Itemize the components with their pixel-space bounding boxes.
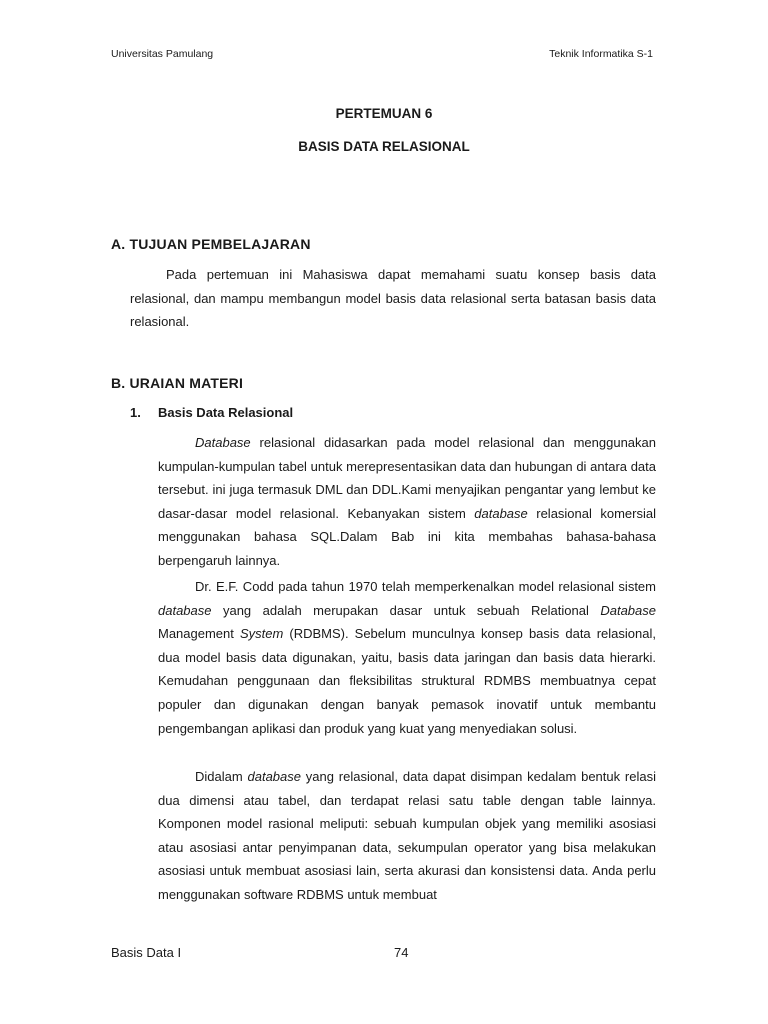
text-run: yang relasional, data dapat disimpan kedalam bentuk relasi dua dimensi atau tabel, dan terdapat relasi satu table dengan table lainnya. Komponen model rasional meliputi: sebuah kumpulan objek yang memiliki asosiasi atau asosiasi antar penyimpanan data, sekumpulan operator yang bisa melakukan asosiasi untuk membuat asosiasi lain, serta akurasi dan konsistensi data. Anda perlu menggunakan software RDBMS untuk membuat	[158, 769, 657, 902]
section-a-heading: A. TUJUAN PEMBELAJARAN	[111, 236, 311, 252]
text-run: (RDBMS). Sebelum munculnya konsep basis data relasional, dua model basis data digunakan, yaitu, basis data jaringan dan basis data hierarki. Kemudahan penggunaan dan fleksibilitas struktural RDMBS membuatnya cepat populer dan digunakan dengan banyak pemasok inovatif untuk membantu pengembangan aplikasi dan produk yang kuat yang menyediakan solusi.	[158, 626, 656, 736]
italic-term: Database	[195, 435, 251, 450]
meeting-title: PERTEMUAN 6	[335, 106, 433, 121]
italic-term: database	[158, 602, 212, 618]
text-run: Dr. E.F. Codd pada tahun 1970 telah memperkenalkan model relasional sistem	[195, 579, 656, 594]
section-b-heading: B. URAIAN MATERI	[111, 375, 244, 391]
chapter-title: BASIS DATA RELASIONAL	[298, 139, 470, 154]
italic-term: database	[247, 769, 301, 784]
header-institution: Universitas Pamulang	[111, 48, 214, 60]
italic-term: System	[239, 626, 284, 642]
subsection-heading	[130, 404, 293, 422]
body-paragraph-3	[158, 765, 656, 907]
body-paragraph-2	[158, 575, 656, 740]
text-run: Management	[158, 626, 240, 642]
header-program: Teknik Informatika S-1	[549, 48, 653, 60]
italic-term: database	[474, 505, 528, 521]
text-run: relasional didasarkan pada model relasional dan menggunakan kumpulan-kumpulan tabel untuk merepresentasikan data dan hubungan di antara data tersebut. ini juga termasuk DML dan DDL.Kami menyajikan pengantar yang lembut ke dasar-dasar model relasional. Kebanyakan sistem	[158, 435, 656, 521]
subsection-title: Basis Data Relasional	[158, 405, 294, 420]
page-number: 74	[394, 945, 409, 960]
text-run: relasional komersial menggunakan bahasa SQL.Dalam Bab ini kita membahas bahasa-bahasa berpengaruh lainnya.	[158, 505, 656, 568]
subsection-number: 1.	[130, 405, 141, 420]
text-run: Didalam	[195, 769, 248, 784]
footer-course: Basis Data I	[111, 945, 182, 960]
italic-term: Database	[600, 602, 656, 618]
body-paragraph-1	[158, 431, 656, 573]
text-run: yang adalah merupakan dasar untuk sebuah Relational	[211, 602, 601, 618]
section-a-paragraph: Pada pertemuan ini Mahasiswa dapat memahami suatu konsep basis data relasional, dan mampu membangun model basis data relasional serta batasan basis data relasional.	[130, 267, 656, 330]
